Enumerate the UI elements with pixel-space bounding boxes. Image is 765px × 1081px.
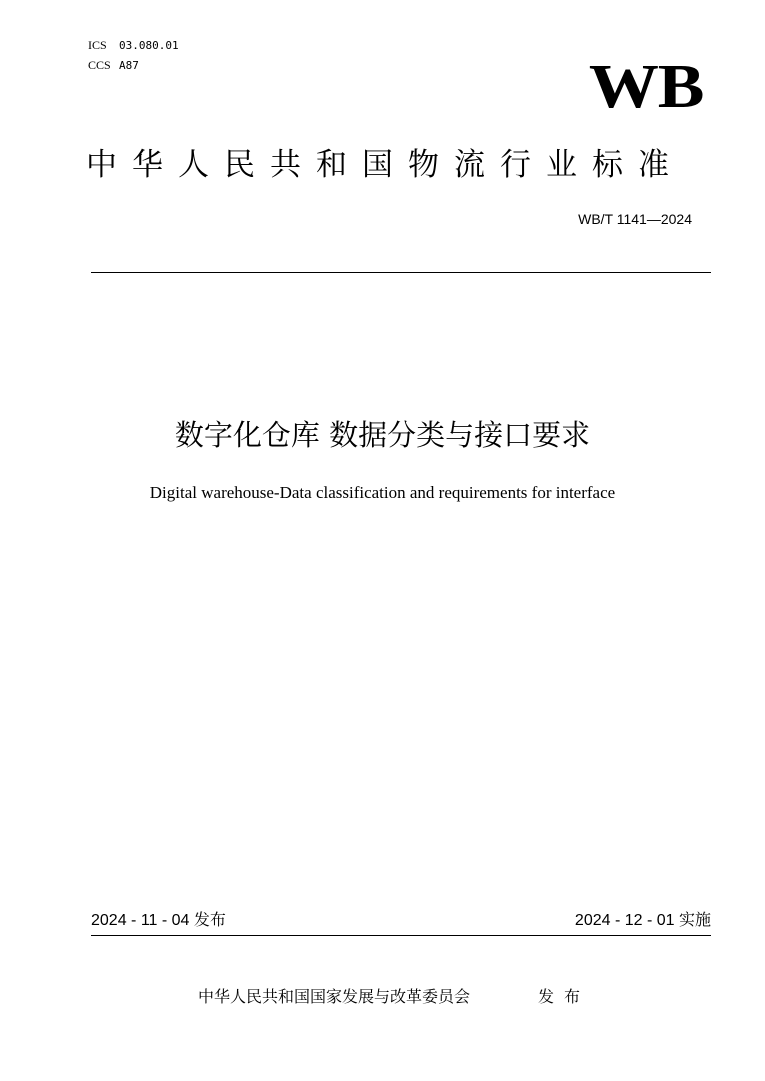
implement-date: 2024 - 12 - 01 实施 xyxy=(574,912,711,929)
standard-number: WB/T 1141—2024 xyxy=(578,211,692,227)
publish-date: 2024 - 11 - 04 发布 xyxy=(91,912,226,929)
wb-logo: WB xyxy=(588,53,703,121)
ccs-value: A87 xyxy=(119,59,139,72)
document-title-en: Digital warehouse-Data classification and requirements for interface xyxy=(149,483,616,502)
standard-category-title: 中华人民共和国物流行业标准 xyxy=(86,147,684,183)
ics-label: ICS xyxy=(88,38,107,52)
document-title-cn: 数字化仓库 数据分类与接口要求 xyxy=(174,418,591,452)
issuer-organization: 中华人民共和国国家发展与改革委员会 xyxy=(198,987,471,1006)
issuer-action: 发布 xyxy=(538,987,591,1006)
bottom-divider xyxy=(91,935,711,936)
ics-value: 03.080.01 xyxy=(119,39,179,52)
ccs-label: CCS xyxy=(88,58,111,72)
ccs-line xyxy=(88,58,139,73)
ics-line xyxy=(88,38,179,53)
top-divider xyxy=(91,272,711,273)
